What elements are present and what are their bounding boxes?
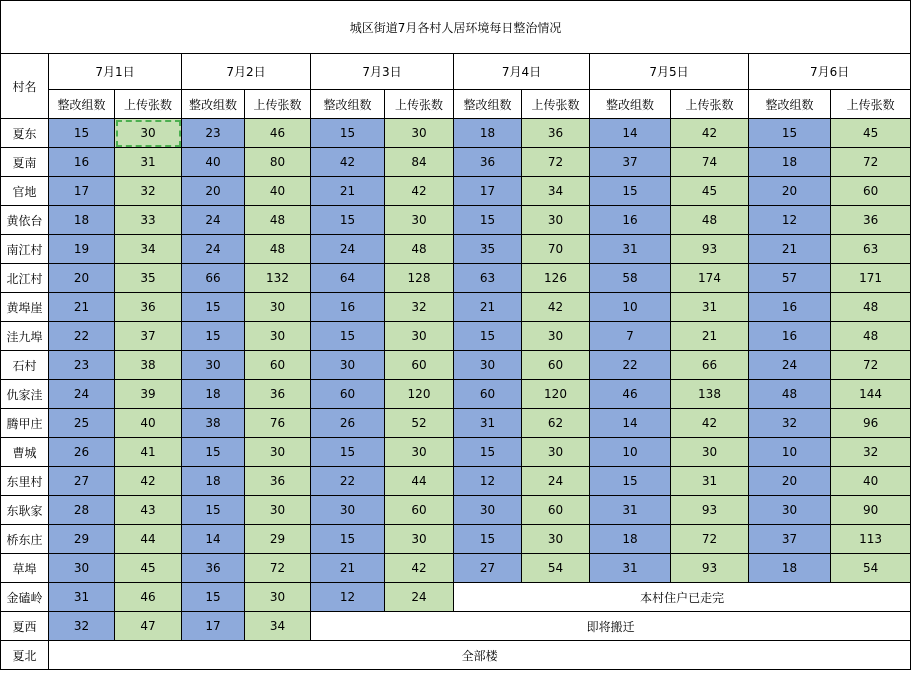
groups-cell[interactable]: 18 (182, 467, 245, 496)
village-name-cell[interactable]: 夏西 (1, 612, 49, 641)
photos-cell[interactable]: 30 (385, 322, 454, 351)
photos-cell[interactable]: 37 (115, 322, 182, 351)
photos-cell[interactable]: 30 (115, 119, 182, 148)
photos-cell[interactable]: 93 (671, 554, 749, 583)
photos-cell[interactable]: 62 (522, 409, 590, 438)
note-cell[interactable]: 即将搬迁 (311, 612, 911, 641)
photos-cell[interactable]: 34 (245, 612, 311, 641)
groups-cell[interactable]: 15 (311, 438, 385, 467)
groups-cell[interactable]: 24 (311, 235, 385, 264)
groups-cell[interactable]: 15 (182, 322, 245, 351)
note-cell[interactable]: 全部楼 (49, 641, 911, 670)
photos-cell[interactable]: 60 (385, 496, 454, 525)
groups-cell[interactable]: 22 (590, 351, 671, 380)
groups-cell[interactable]: 31 (454, 409, 522, 438)
groups-cell[interactable]: 31 (590, 496, 671, 525)
village-name-cell[interactable]: 夏北 (1, 641, 49, 670)
groups-cell[interactable]: 12 (749, 206, 831, 235)
photos-cell[interactable]: 74 (671, 148, 749, 177)
photos-cell[interactable]: 38 (115, 351, 182, 380)
groups-cell[interactable]: 21 (311, 177, 385, 206)
photos-cell[interactable]: 45 (115, 554, 182, 583)
groups-cell[interactable]: 14 (590, 409, 671, 438)
groups-cell[interactable]: 20 (49, 264, 115, 293)
photos-cell[interactable]: 72 (522, 148, 590, 177)
photos-cell[interactable]: 48 (671, 206, 749, 235)
photos-cell[interactable]: 35 (115, 264, 182, 293)
photos-cell[interactable]: 144 (831, 380, 911, 409)
table-row (1, 148, 911, 177)
groups-cell[interactable]: 30 (311, 496, 385, 525)
photos-cell[interactable]: 30 (385, 438, 454, 467)
photos-cell[interactable]: 30 (522, 525, 590, 554)
photos-cell[interactable]: 46 (245, 119, 311, 148)
groups-cell[interactable]: 37 (590, 148, 671, 177)
village-column-header: 村名 (1, 54, 49, 119)
groups-cell[interactable]: 10 (590, 438, 671, 467)
sheet-title: 城区街道7月各村人居环境每日整治情况 (1, 1, 911, 54)
photos-header[interactable]: 上传张数 (671, 90, 749, 119)
groups-cell[interactable]: 25 (49, 409, 115, 438)
table-row (1, 351, 911, 380)
photos-cell[interactable]: 66 (671, 351, 749, 380)
village-name-cell[interactable]: 黄埠崖 (1, 293, 49, 322)
groups-header[interactable]: 整改组数 (454, 90, 522, 119)
photos-cell[interactable]: 45 (831, 119, 911, 148)
photos-cell[interactable]: 39 (115, 380, 182, 409)
village-name-cell[interactable]: 官地 (1, 177, 49, 206)
photos-cell[interactable]: 60 (831, 177, 911, 206)
groups-cell[interactable]: 18 (49, 206, 115, 235)
groups-cell[interactable]: 18 (749, 148, 831, 177)
photos-cell[interactable]: 30 (245, 496, 311, 525)
photos-cell[interactable]: 44 (385, 467, 454, 496)
groups-cell[interactable]: 64 (311, 264, 385, 293)
photos-cell[interactable]: 70 (522, 235, 590, 264)
village-name-cell[interactable]: 黄依台 (1, 206, 49, 235)
photos-cell[interactable]: 120 (385, 380, 454, 409)
groups-cell[interactable]: 15 (454, 438, 522, 467)
groups-header[interactable]: 整改组数 (49, 90, 115, 119)
photos-cell[interactable]: 60 (245, 351, 311, 380)
groups-cell[interactable]: 31 (49, 583, 115, 612)
photos-cell[interactable]: 42 (522, 293, 590, 322)
photos-cell[interactable]: 42 (671, 409, 749, 438)
table-row (1, 206, 911, 235)
village-name-cell[interactable]: 金磕岭 (1, 583, 49, 612)
table-row (1, 293, 911, 322)
groups-cell[interactable]: 24 (182, 206, 245, 235)
photos-cell[interactable]: 31 (671, 467, 749, 496)
date-header[interactable]: 7月1日 (49, 54, 182, 90)
photos-cell[interactable]: 30 (671, 438, 749, 467)
photos-cell[interactable]: 60 (522, 496, 590, 525)
photos-cell[interactable]: 60 (522, 351, 590, 380)
village-name-cell[interactable]: 曹城 (1, 438, 49, 467)
groups-cell[interactable]: 26 (311, 409, 385, 438)
photos-cell[interactable]: 48 (385, 235, 454, 264)
table-row (1, 467, 911, 496)
groups-cell[interactable]: 15 (182, 496, 245, 525)
groups-cell[interactable]: 15 (311, 206, 385, 235)
photos-cell[interactable]: 72 (245, 554, 311, 583)
groups-cell[interactable]: 18 (454, 119, 522, 148)
photos-cell[interactable]: 30 (522, 206, 590, 235)
groups-cell[interactable]: 30 (182, 351, 245, 380)
photos-cell[interactable]: 96 (831, 409, 911, 438)
photos-cell[interactable]: 52 (385, 409, 454, 438)
photos-cell[interactable]: 42 (385, 554, 454, 583)
groups-cell[interactable]: 28 (49, 496, 115, 525)
photos-cell[interactable]: 126 (522, 264, 590, 293)
village-name-cell[interactable]: 桥东庄 (1, 525, 49, 554)
groups-cell[interactable]: 32 (49, 612, 115, 641)
table-row (1, 322, 911, 351)
groups-cell[interactable]: 15 (49, 119, 115, 148)
village-name-cell[interactable]: 北江村 (1, 264, 49, 293)
photos-cell[interactable]: 36 (522, 119, 590, 148)
groups-cell[interactable]: 27 (49, 467, 115, 496)
photos-cell[interactable]: 48 (245, 235, 311, 264)
photos-cell[interactable]: 40 (115, 409, 182, 438)
groups-cell[interactable]: 15 (454, 322, 522, 351)
photos-cell[interactable]: 132 (245, 264, 311, 293)
table-row (1, 612, 911, 641)
groups-cell[interactable]: 30 (454, 496, 522, 525)
groups-cell[interactable]: 24 (182, 235, 245, 264)
groups-cell[interactable]: 26 (49, 438, 115, 467)
groups-cell[interactable]: 57 (749, 264, 831, 293)
photos-cell[interactable]: 90 (831, 496, 911, 525)
groups-cell[interactable]: 7 (590, 322, 671, 351)
groups-cell[interactable]: 19 (49, 235, 115, 264)
groups-cell[interactable]: 15 (182, 293, 245, 322)
groups-cell[interactable]: 14 (182, 525, 245, 554)
photos-cell[interactable]: 47 (115, 612, 182, 641)
groups-cell[interactable]: 24 (749, 351, 831, 380)
table-row (1, 525, 911, 554)
photos-cell[interactable]: 93 (671, 496, 749, 525)
photos-cell[interactable]: 72 (831, 148, 911, 177)
groups-cell[interactable]: 21 (749, 235, 831, 264)
photos-cell[interactable]: 32 (385, 293, 454, 322)
groups-cell[interactable]: 21 (49, 293, 115, 322)
photos-cell[interactable]: 93 (671, 235, 749, 264)
date-header[interactable]: 7月2日 (182, 54, 311, 90)
photos-cell[interactable]: 36 (115, 293, 182, 322)
groups-cell[interactable]: 38 (182, 409, 245, 438)
groups-cell[interactable]: 23 (182, 119, 245, 148)
date-header[interactable]: 7月4日 (454, 54, 590, 90)
photos-cell[interactable]: 138 (671, 380, 749, 409)
groups-cell[interactable]: 60 (454, 380, 522, 409)
photos-cell[interactable]: 42 (671, 119, 749, 148)
photos-cell[interactable]: 43 (115, 496, 182, 525)
groups-header[interactable]: 整改组数 (182, 90, 245, 119)
photos-header[interactable]: 上传张数 (385, 90, 454, 119)
table-row (1, 496, 911, 525)
groups-cell[interactable]: 14 (590, 119, 671, 148)
table-row (1, 438, 911, 467)
village-name-cell[interactable]: 腾甲庄 (1, 409, 49, 438)
note-cell[interactable]: 本村住户已走完 (454, 583, 911, 612)
groups-cell[interactable]: 30 (49, 554, 115, 583)
photos-cell[interactable]: 30 (245, 293, 311, 322)
groups-cell[interactable]: 63 (454, 264, 522, 293)
groups-header[interactable]: 整改组数 (311, 90, 385, 119)
photos-cell[interactable]: 76 (245, 409, 311, 438)
groups-cell[interactable]: 16 (590, 206, 671, 235)
groups-header[interactable]: 整改组数 (749, 90, 831, 119)
groups-cell[interactable]: 36 (454, 148, 522, 177)
groups-cell[interactable]: 15 (590, 467, 671, 496)
photos-cell[interactable]: 45 (671, 177, 749, 206)
photos-cell[interactable]: 41 (115, 438, 182, 467)
groups-cell[interactable]: 17 (182, 612, 245, 641)
groups-cell[interactable]: 42 (311, 148, 385, 177)
village-name-cell[interactable]: 东里村 (1, 467, 49, 496)
groups-cell[interactable]: 66 (182, 264, 245, 293)
photos-cell[interactable]: 21 (671, 322, 749, 351)
photos-header[interactable]: 上传张数 (831, 90, 911, 119)
photos-cell[interactable]: 48 (245, 206, 311, 235)
groups-header[interactable]: 整改组数 (590, 90, 671, 119)
photos-cell[interactable]: 24 (385, 583, 454, 612)
groups-cell[interactable]: 21 (311, 554, 385, 583)
date-header[interactable]: 7月5日 (590, 54, 749, 90)
photos-cell[interactable]: 30 (245, 322, 311, 351)
village-name-cell[interactable]: 仇家洼 (1, 380, 49, 409)
photos-cell[interactable]: 48 (831, 322, 911, 351)
photos-cell[interactable]: 36 (831, 206, 911, 235)
groups-cell[interactable]: 12 (454, 467, 522, 496)
groups-cell[interactable]: 15 (311, 322, 385, 351)
groups-cell[interactable]: 20 (749, 467, 831, 496)
photos-cell[interactable]: 174 (671, 264, 749, 293)
table-row (1, 177, 911, 206)
photos-cell[interactable]: 54 (831, 554, 911, 583)
table-row (1, 583, 911, 612)
photos-cell[interactable]: 34 (115, 235, 182, 264)
table-row (1, 119, 911, 148)
photos-cell[interactable]: 42 (385, 177, 454, 206)
groups-cell[interactable]: 60 (311, 380, 385, 409)
groups-cell[interactable]: 35 (454, 235, 522, 264)
groups-cell[interactable]: 32 (749, 409, 831, 438)
photos-cell[interactable]: 29 (245, 525, 311, 554)
groups-cell[interactable]: 29 (49, 525, 115, 554)
groups-cell[interactable]: 16 (311, 293, 385, 322)
photos-cell[interactable]: 63 (831, 235, 911, 264)
groups-cell[interactable]: 15 (182, 583, 245, 612)
photos-cell[interactable]: 171 (831, 264, 911, 293)
groups-cell[interactable]: 17 (49, 177, 115, 206)
groups-cell[interactable]: 24 (49, 380, 115, 409)
photos-cell[interactable]: 34 (522, 177, 590, 206)
photos-cell[interactable]: 46 (115, 583, 182, 612)
photos-cell[interactable]: 120 (522, 380, 590, 409)
photos-cell[interactable]: 30 (385, 206, 454, 235)
photos-cell[interactable]: 32 (115, 177, 182, 206)
groups-cell[interactable]: 15 (182, 438, 245, 467)
photos-cell[interactable]: 44 (115, 525, 182, 554)
photos-cell[interactable]: 40 (831, 467, 911, 496)
date-header-row (1, 54, 911, 90)
photos-cell[interactable]: 54 (522, 554, 590, 583)
photos-cell[interactable]: 72 (831, 351, 911, 380)
photos-cell[interactable]: 84 (385, 148, 454, 177)
photos-cell[interactable]: 36 (245, 467, 311, 496)
village-name-cell[interactable]: 南江村 (1, 235, 49, 264)
photos-cell[interactable]: 30 (385, 525, 454, 554)
photos-cell[interactable]: 30 (245, 583, 311, 612)
village-name-cell[interactable]: 洼九埠 (1, 322, 49, 351)
groups-cell[interactable]: 15 (311, 525, 385, 554)
groups-cell[interactable]: 15 (454, 206, 522, 235)
groups-cell[interactable]: 23 (49, 351, 115, 380)
photos-cell[interactable]: 40 (245, 177, 311, 206)
table-row (1, 380, 911, 409)
photos-cell[interactable]: 80 (245, 148, 311, 177)
photos-header[interactable]: 上传张数 (245, 90, 311, 119)
table-row (1, 264, 911, 293)
groups-cell[interactable]: 16 (49, 148, 115, 177)
photos-cell[interactable]: 30 (522, 322, 590, 351)
groups-cell[interactable]: 15 (454, 525, 522, 554)
groups-cell[interactable]: 27 (454, 554, 522, 583)
groups-cell[interactable]: 20 (749, 177, 831, 206)
village-name-cell[interactable]: 草埠 (1, 554, 49, 583)
photos-cell[interactable]: 32 (831, 438, 911, 467)
date-header[interactable]: 7月6日 (749, 54, 911, 90)
photos-cell[interactable]: 30 (245, 438, 311, 467)
groups-cell[interactable]: 15 (590, 177, 671, 206)
photos-cell[interactable]: 48 (831, 293, 911, 322)
table-row (1, 235, 911, 264)
groups-cell[interactable]: 16 (749, 293, 831, 322)
groups-cell[interactable]: 30 (749, 496, 831, 525)
photos-cell[interactable]: 128 (385, 264, 454, 293)
photos-header[interactable]: 上传张数 (522, 90, 590, 119)
groups-cell[interactable]: 15 (311, 119, 385, 148)
photos-cell[interactable]: 31 (671, 293, 749, 322)
photos-cell[interactable]: 60 (385, 351, 454, 380)
groups-cell[interactable]: 16 (749, 322, 831, 351)
groups-cell[interactable]: 21 (454, 293, 522, 322)
groups-cell[interactable]: 30 (454, 351, 522, 380)
photos-cell[interactable]: 24 (522, 467, 590, 496)
photos-cell[interactable]: 31 (115, 148, 182, 177)
date-header[interactable]: 7月3日 (311, 54, 454, 90)
groups-cell[interactable]: 20 (182, 177, 245, 206)
groups-cell[interactable]: 18 (749, 554, 831, 583)
groups-cell[interactable]: 31 (590, 554, 671, 583)
photos-cell[interactable]: 42 (115, 467, 182, 496)
groups-cell[interactable]: 30 (311, 351, 385, 380)
groups-cell[interactable]: 22 (311, 467, 385, 496)
photos-header[interactable]: 上传张数 (115, 90, 182, 119)
groups-cell[interactable]: 15 (749, 119, 831, 148)
groups-cell[interactable]: 10 (749, 438, 831, 467)
village-name-cell[interactable]: 石村 (1, 351, 49, 380)
groups-cell[interactable]: 31 (590, 235, 671, 264)
photos-cell[interactable]: 36 (245, 380, 311, 409)
groups-cell[interactable]: 40 (182, 148, 245, 177)
table-row (1, 554, 911, 583)
groups-cell[interactable]: 46 (590, 380, 671, 409)
photos-cell[interactable]: 30 (385, 119, 454, 148)
photos-cell[interactable]: 30 (522, 438, 590, 467)
groups-cell[interactable]: 36 (182, 554, 245, 583)
groups-cell[interactable]: 10 (590, 293, 671, 322)
photos-cell[interactable]: 113 (831, 525, 911, 554)
groups-cell[interactable]: 12 (311, 583, 385, 612)
village-name-cell[interactable]: 东耿家 (1, 496, 49, 525)
groups-cell[interactable]: 22 (49, 322, 115, 351)
table-row (1, 409, 911, 438)
village-name-cell[interactable]: 夏南 (1, 148, 49, 177)
village-name-cell[interactable]: 夏东 (1, 119, 49, 148)
photos-cell[interactable]: 72 (671, 525, 749, 554)
groups-cell[interactable]: 17 (454, 177, 522, 206)
photos-cell[interactable]: 33 (115, 206, 182, 235)
groups-cell[interactable]: 18 (590, 525, 671, 554)
groups-cell[interactable]: 18 (182, 380, 245, 409)
table-row (1, 641, 911, 670)
sub-header-row (1, 90, 911, 119)
groups-cell[interactable]: 48 (749, 380, 831, 409)
groups-cell[interactable]: 37 (749, 525, 831, 554)
groups-cell[interactable]: 58 (590, 264, 671, 293)
